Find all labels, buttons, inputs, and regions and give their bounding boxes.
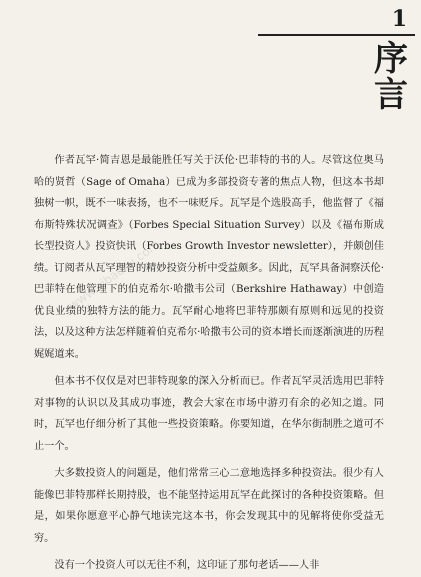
watermark: www.aibaoku.com [65,237,163,313]
page-number: 1 [391,6,407,32]
section-title-char-1: 序 [374,39,408,79]
paragraph-1: 作者瓦罕·简吉恩是最能胜任写关于沃伦·巴菲特的书的人。尽管这位奥马哈的贤哲（Sage of Omaha）已成为多部投资专著的焦点人物，但这本书却独树一帜，既不一味表扬，也不一味贬斥。瓦罕是个选股高手，他监督了《福布斯特殊状况调查》（Forbes Special Situation Survey）以及《福布斯成长型投资人》投资快讯（Forbes Growth Investor newsletter），并颇创佳绩。订阅者从瓦罕理智的精妙投资分析中受益颇多。因此，瓦罕具备洞察沃伦·巴菲特在他管理下的伯克希尔·哈撒韦公司（Berkshire Hathaway）中创造优良业绩的独特方法的能力。瓦罕耐心地将巴菲特那颇有原则和远见的投资法，以及这种方法怎样随着伯克希尔·哈撒韦公司的资本增长而逐渐演进的历程娓娓道来。 [34,155,384,360]
header-rule [258,34,415,36]
body-text [34,150,384,577]
paragraph-4: 没有一个投资人可以无往不利，这印证了那句老话——人非 [54,560,320,571]
paragraph-2: 但本书不仅仅是对巴菲特现象的深入分析而已。作者瓦罕灵活选用巴菲特对事物的认识以及其成功事迹，教会大家在市场中游刃有余的必知之道。同时，瓦罕也仔细分析了其他一些投资策略。你要知道，在华尔街制胜之道可不止一个。 [34,376,384,452]
paragraph-3: 大多数投资人的问题是，他们常常三心二意地选择多种投资法。很少有人能像巴菲特那样长期持股，也不能坚持运用瓦罕在此探讨的各种投资策略。但是，如果你愿意平心静气地读完这本书，你会发现其中的见解将使你受益无穷。 [34,468,384,544]
section-title [371,39,411,115]
section-title-char-2: 言 [374,74,408,115]
